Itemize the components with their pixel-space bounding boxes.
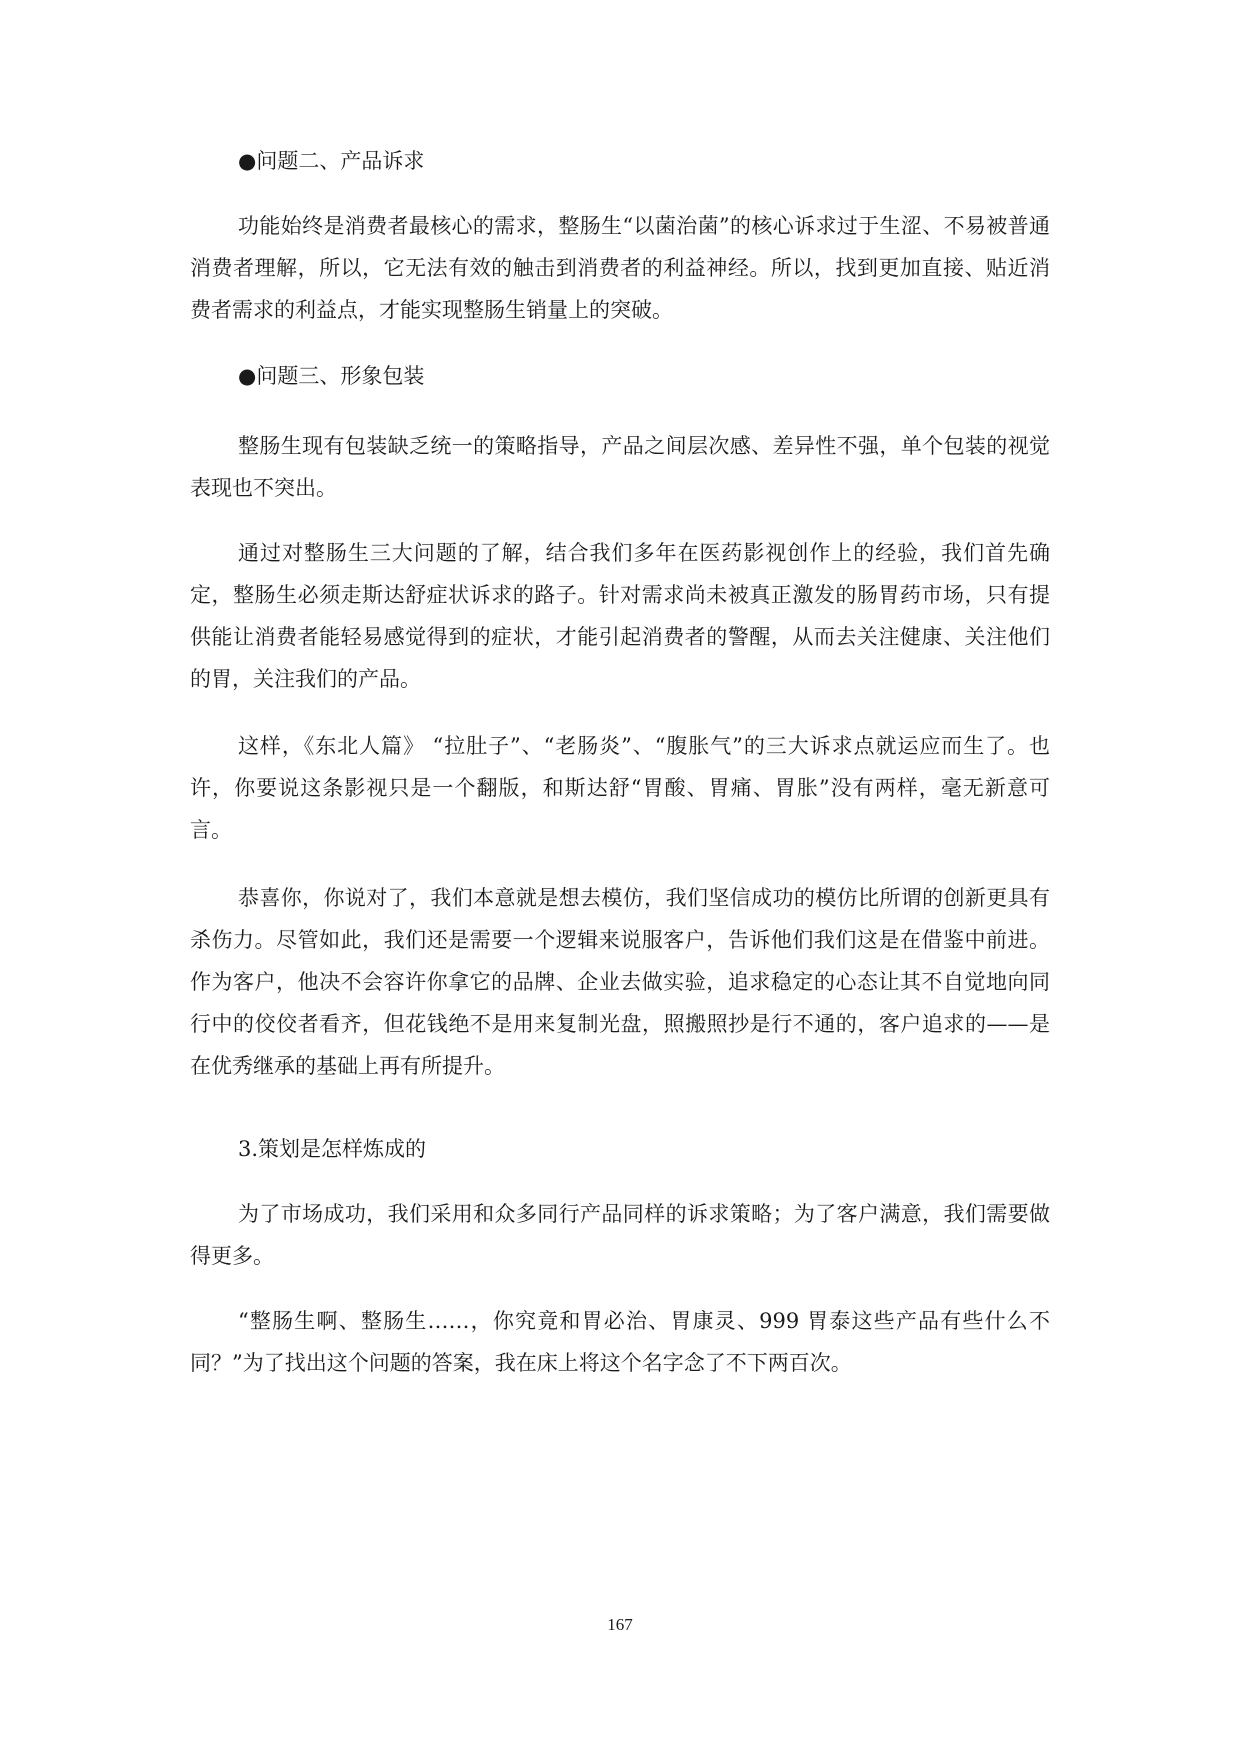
paragraph-market-success: 为了市场成功，我们采用和众多同行产品同样的诉求策略；为了客户满意，我们需要做得更多。 [190,1202,1050,1268]
paragraph-name-question: “整肠生啊、整肠生……，你究竟和胃必治、胃康灵、999 胃泰这些产品有些什么不同？”为了找出这个问题的答案，我在床上将这个名字念了不下两百次。 [190,1309,1050,1375]
paragraph-northeast-ad: 这样，《东北人篇》 “拉肚子”、“老肠炎”、“腹胀气”的三大诉求点就运应而生了。也许，你要说这条影视只是一个翻版，和斯达舒“胃酸、胃痛、胃胀”没有两样，毫无新意可言。 [190,734,1050,842]
page-number: 167 [607,1615,633,1634]
paragraph-packaging: 整肠生现有包装缺乏统一的策略指导，产品之间层次感、差异性不强，单个包装的视觉表现也不突出。 [190,434,1050,500]
heading-section-three: 3.策划是怎样炼成的 [238,1137,427,1161]
heading-issue-three: ●问题三、形象包装 [238,364,425,388]
paragraph-imitation: 恭喜你，你说对了，我们本意就是想去模仿，我们坚信成功的模仿比所谓的创新更具有杀伤力。尽管如此，我们还是需要一个逻辑来说服客户，告诉他们我们这是在借鉴中前进。作为客户，他决不会容许你拿它的品牌、企业去做实验，追求稳定的心态让其不自觉地向同行中的佼佼者看齐，但花钱绝不是用来复制光盘，照搬照抄是行不通的，客户追求的——是在优秀继承的基础上再有所提升。 [190,886,1050,1078]
paragraph-product-appeal: 功能始终是消费者最核心的需求，整肠生“以菌治菌”的核心诉求过于生涩、不易被普通消费者理解，所以，它无法有效的触击到消费者的利益神经。所以，找到更加直接、贴近消费者需求的利益点，才能实现整肠生销量上的突破。 [190,214,1050,322]
heading-issue-two: ●问题二、产品诉求 [238,149,425,173]
paragraph-three-issues: 通过对整肠生三大问题的了解，结合我们多年在医药影视创作上的经验，我们首先确定，整肠生必须走斯达舒症状诉求的路子。针对需求尚未被真正激发的肠胃药市场，只有提供能让消费者能轻易感觉得到的症状，才能引起消费者的警醒，从而去关注健康、关注他们的胃，关注我们的产品。 [190,541,1050,691]
